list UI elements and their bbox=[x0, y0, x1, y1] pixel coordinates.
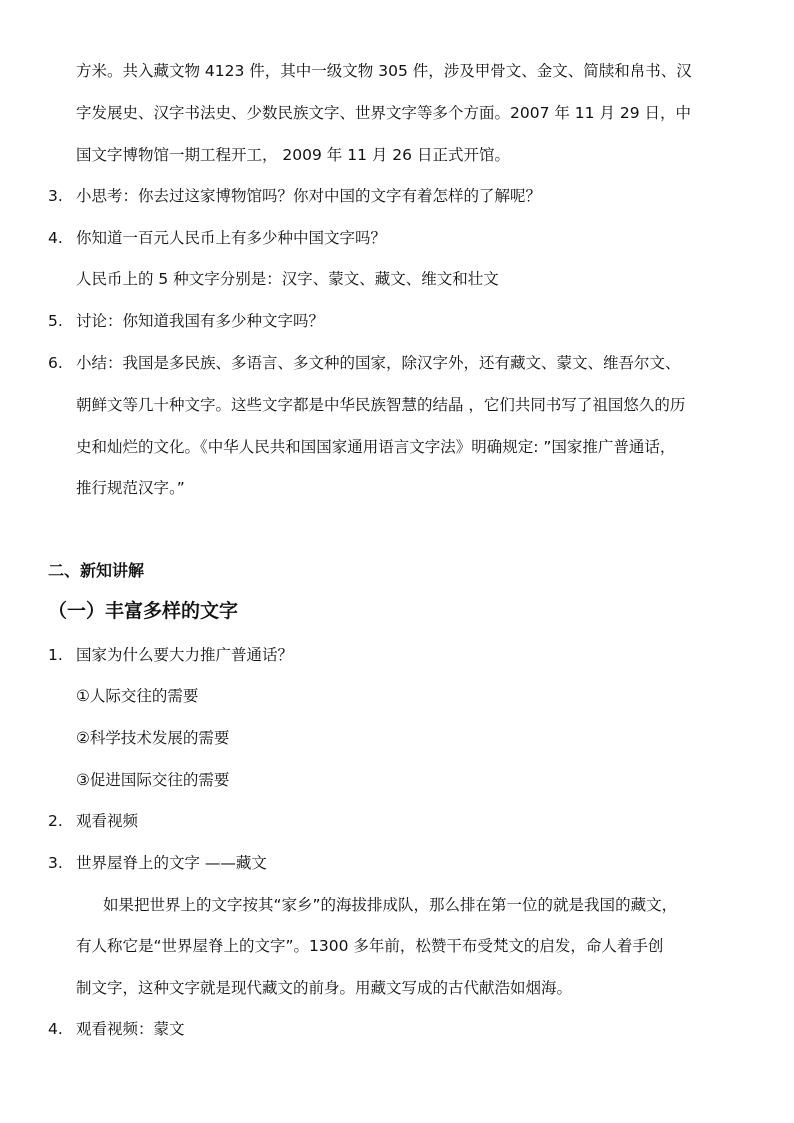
list-item-answer: 人民币上的 5 种文字分别是：汉字、蒙文、藏文、维文和壮文 bbox=[76, 270, 499, 288]
summary-line: 小结：我国是多民族、多语言、多文种的国家，除汉字外，还有藏文、蒙文、维吾尔文、 bbox=[76, 354, 681, 372]
list-item: 观看视频 bbox=[76, 812, 139, 830]
list-number: 3. bbox=[48, 187, 63, 205]
list-number: 4. bbox=[48, 229, 63, 247]
summary-line: 推行规范汉字。” bbox=[76, 479, 185, 497]
list-item: 小思考：你去过这家博物馆吗？你对中国的文字有着怎样的了解呢？ bbox=[76, 187, 542, 205]
list-number: 5. bbox=[48, 312, 63, 330]
list-item: 世界屋脊上的文字 ——藏文 bbox=[76, 854, 267, 872]
list-number: 4. bbox=[48, 1020, 63, 1038]
subsection-heading: （一）丰富多样的文字 bbox=[48, 600, 239, 622]
summary-line: 史和灿烂的文化。《中华人民共和国国家通用语言文字法》明确规定: ”国家推广普通话， bbox=[76, 438, 676, 456]
section-heading: 二、新知讲解 bbox=[48, 561, 145, 580]
intro-line: 方米。共入藏文物 4123 件，其中一级文物 305 件，涉及甲骨文、金文、简牍和帛书、汉 bbox=[76, 62, 692, 80]
list-item: 讨论：你知道我国有多少种文字吗？ bbox=[76, 312, 325, 330]
list-number: 1. bbox=[48, 646, 63, 664]
paragraph-line: 如果把世界上的文字按其“家乡”的海拔排成队，那么排在第一位的就是我国的藏文， bbox=[103, 896, 678, 914]
paragraph-line: 制文字，这种文字就是现代藏文的前身。用藏文写成的古代献浩如烟海。 bbox=[76, 979, 573, 997]
list-number: 2. bbox=[48, 812, 63, 830]
summary-line: 朝鲜文等几十种文字。这些文字都是中华民族智慧的结晶 ，它们共同书写了祖国悠久的历 bbox=[76, 396, 686, 414]
list-item: 国家为什么要大力推广普通话？ bbox=[76, 646, 294, 664]
list-number: 3. bbox=[48, 854, 63, 872]
sub-point: ②科学技术发展的需要 bbox=[76, 729, 230, 747]
list-item: 你知道一百元人民币上有多少种中国文字吗？ bbox=[76, 229, 387, 247]
list-number: 6. bbox=[48, 354, 63, 372]
intro-line: 字发展史、汉字书法史、少数民族文字、世界文字等多个方面。2007 年 11 月 29 日，中 bbox=[76, 104, 692, 122]
sub-point: ③促进国际交往的需要 bbox=[76, 771, 230, 789]
sub-point: ①人际交往的需要 bbox=[76, 687, 199, 705]
list-item: 观看视频：蒙文 bbox=[76, 1020, 185, 1038]
intro-line: 国文字博物馆一期工程开工， 2009 年 11 月 26 日正式开馆。 bbox=[76, 146, 510, 164]
paragraph-line: 有人称它是“世界屋脊上的文字”。1300 多年前，松赞干布受梵文的启发，命人着手创 bbox=[76, 937, 664, 955]
